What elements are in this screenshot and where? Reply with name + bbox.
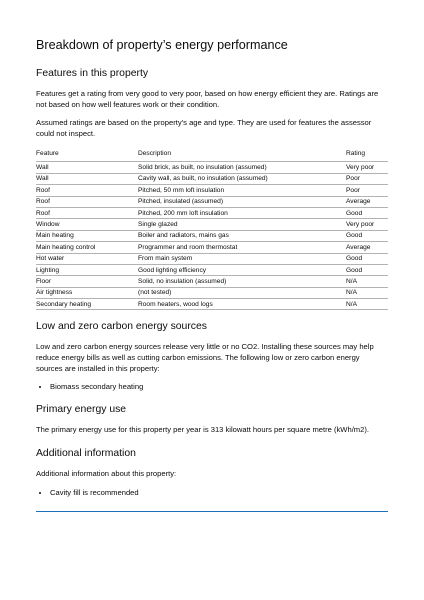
description-cell: Programmer and room thermostat bbox=[138, 242, 346, 253]
table-row bbox=[36, 207, 388, 218]
rating-cell: N/A bbox=[346, 299, 388, 310]
column-header-feature: Feature bbox=[36, 149, 138, 162]
feature-cell: Window bbox=[36, 219, 138, 230]
rating-cell: Very poor bbox=[346, 162, 388, 173]
description-cell: Boiler and radiators, mains gas bbox=[138, 230, 346, 241]
description-cell: Cavity wall, as built, no insulation (assumed) bbox=[138, 173, 346, 184]
page-title: Breakdown of property’s energy performance bbox=[36, 38, 288, 52]
section-divider bbox=[36, 511, 388, 512]
feature-cell: Roof bbox=[36, 185, 138, 196]
rating-cell: Good bbox=[346, 230, 388, 241]
feature-cell: Air tightness bbox=[36, 287, 138, 298]
table-header-row bbox=[36, 149, 388, 162]
description-cell: Solid brick, as built, no insulation (assumed) bbox=[138, 162, 346, 173]
table-row bbox=[36, 253, 388, 264]
feature-cell: Wall bbox=[36, 173, 138, 184]
features-heading: Features in this property bbox=[36, 68, 149, 79]
column-header-rating: Rating bbox=[346, 149, 388, 162]
primary-energy-paragraph: The primary energy use for this property per year is 313 kilowatt hours per square metre (kWh/m2). bbox=[36, 424, 369, 434]
rating-cell: Average bbox=[346, 196, 388, 207]
feature-cell: Floor bbox=[36, 276, 138, 287]
page bbox=[36, 38, 388, 512]
description-cell: Single glazed bbox=[138, 219, 346, 230]
table-row bbox=[36, 299, 388, 310]
rating-cell: Good bbox=[346, 207, 388, 218]
rating-cell: Poor bbox=[346, 173, 388, 184]
table-row bbox=[36, 162, 388, 173]
features-intro-paragraph: Features get a rating from very good to very poor, based on how energy efficient they are. Ratings are not based on how well features work or their condition. bbox=[36, 89, 379, 109]
rating-cell: Good bbox=[346, 264, 388, 275]
description-cell: Pitched, insulated (assumed) bbox=[138, 196, 346, 207]
low-zero-carbon-paragraph: Low and zero carbon energy sources release very little or no CO2. Installing these sources may help reduce energy bills as well as cutting carbon emissions. The following low or zero carbon energy sources are installed in this property: bbox=[36, 342, 374, 373]
table-row bbox=[36, 287, 388, 298]
rating-cell: N/A bbox=[346, 276, 388, 287]
additional-information-list bbox=[36, 488, 388, 499]
description-cell: Solid, no insulation (assumed) bbox=[138, 276, 346, 287]
low-zero-carbon-list bbox=[36, 382, 388, 393]
rating-cell: Average bbox=[346, 242, 388, 253]
rating-cell: Very poor bbox=[346, 219, 388, 230]
description-cell: (not tested) bbox=[138, 287, 346, 298]
feature-cell: Main heating control bbox=[36, 242, 138, 253]
rating-cell: N/A bbox=[346, 287, 388, 298]
table-row bbox=[36, 173, 388, 184]
list-item: • Cavity fill is recommended bbox=[50, 488, 388, 499]
features-table bbox=[36, 149, 388, 310]
description-cell: Pitched, 200 mm loft insulation bbox=[138, 207, 346, 218]
rating-cell: Poor bbox=[346, 185, 388, 196]
feature-cell: Lighting bbox=[36, 264, 138, 275]
table-row bbox=[36, 185, 388, 196]
primary-energy-heading: Primary energy use bbox=[36, 403, 127, 415]
low-zero-carbon-heading: Low and zero carbon energy sources bbox=[36, 321, 207, 333]
additional-information-paragraph: Additional information about this property: bbox=[36, 469, 177, 479]
table-row bbox=[36, 264, 388, 275]
table-row bbox=[36, 276, 388, 287]
table-row bbox=[36, 230, 388, 241]
feature-cell: Main heating bbox=[36, 230, 138, 241]
description-cell: Pitched, 50 mm loft insulation bbox=[138, 185, 346, 196]
feature-cell: Roof bbox=[36, 196, 138, 207]
description-cell: Good lighting efficiency bbox=[138, 264, 346, 275]
feature-cell: Wall bbox=[36, 162, 138, 173]
feature-cell: Roof bbox=[36, 207, 138, 218]
additional-information-heading: Additional information bbox=[36, 448, 136, 460]
feature-cell: Hot water bbox=[36, 253, 138, 264]
table-row bbox=[36, 219, 388, 230]
feature-cell: Secondary heating bbox=[36, 299, 138, 310]
description-cell: Room heaters, wood logs bbox=[138, 299, 346, 310]
description-cell: From main system bbox=[138, 253, 346, 264]
assumed-ratings-paragraph: Assumed ratings are based on the property’s age and type. They are used for features the assessor could not inspect. bbox=[36, 118, 372, 138]
column-header-description: Description bbox=[138, 149, 346, 162]
table-row bbox=[36, 196, 388, 207]
table-row bbox=[36, 242, 388, 253]
list-item: • Biomass secondary heating bbox=[50, 382, 388, 393]
rating-cell: Good bbox=[346, 253, 388, 264]
